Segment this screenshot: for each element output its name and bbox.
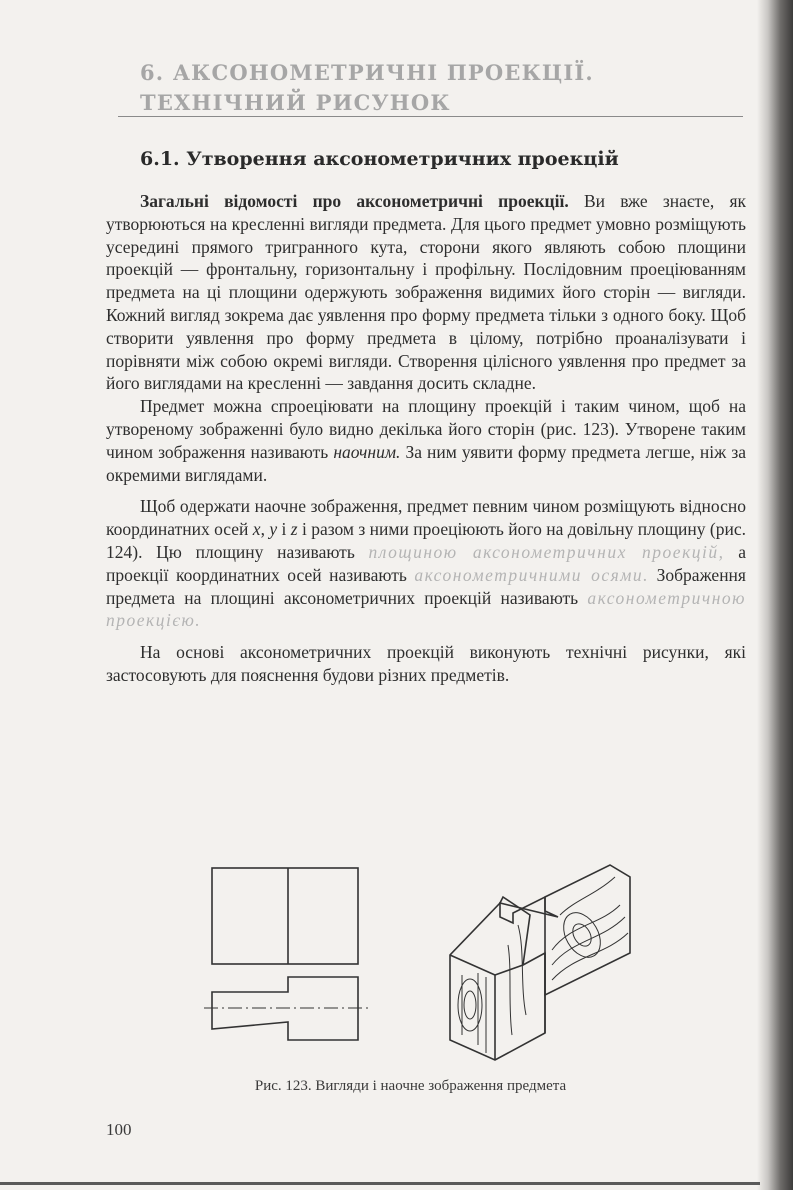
paragraph-3 <box>106 495 746 632</box>
chapter-heading <box>140 58 660 118</box>
front-view <box>212 868 358 964</box>
iso-edge <box>495 965 523 975</box>
chapter-divider <box>118 116 743 117</box>
axis-y-label: y <box>269 519 278 540</box>
iso-edge <box>450 955 495 975</box>
paragraph-lead: Загальні відомості про аксонометричні проекції. <box>140 191 569 211</box>
axis-and: і <box>277 519 291 540</box>
paragraph-3-text-b: і разом з ними проеціюють його на довільну площину (рис. 124). Цю площину називають <box>106 519 747 562</box>
wood-grain <box>518 925 526 1015</box>
term-plane: площиною аксонометричних проекцій, <box>368 541 725 562</box>
paragraph-2-text-a: Предмет можна спроеціювати на площину проекцій і таким чином, щоб на утвореному зображенні було видно декілька його сторін (рис. 123). Утворене таким чином зображення називають <box>106 396 746 462</box>
figure-drawing <box>200 855 660 1075</box>
term-axes: аксонометричними осями. <box>414 564 650 585</box>
page-number: 100 <box>106 1120 132 1139</box>
wood-ring <box>569 921 595 950</box>
bottom-edge-line <box>0 1182 760 1185</box>
wood-grain <box>560 877 615 915</box>
figure-caption: Рис. 123. Вигляди і наочне зображення предмета <box>254 1078 567 1094</box>
axis-sep: , <box>260 519 270 540</box>
paragraph-2 <box>106 395 746 486</box>
paragraph-1 <box>106 190 746 395</box>
page-edge-shadow <box>757 0 793 1190</box>
wood-ring <box>556 906 608 964</box>
isometric-outline <box>450 897 545 1060</box>
chapter-heading-line2: ТЕХНІЧНИЙ РИСУНОК <box>140 90 451 115</box>
section-title: 6.1. Утворення аксонометричних проекцій <box>140 148 619 170</box>
figure-123 <box>200 855 660 1075</box>
term-projection: аксонометричною проекцією. <box>106 587 746 631</box>
paragraph-3-text-a: Щоб одержати наочне зображення, предмет певним чином розміщують відносно координатних осей <box>106 496 746 540</box>
term-naochnym: наочним. <box>333 441 401 462</box>
axis-z-label: z <box>290 519 298 540</box>
axis-x-label: x <box>252 519 261 540</box>
paragraph-3-text-d: Зображення предмета на площині аксонометричних проекцій називають <box>106 564 746 608</box>
chapter-heading-line1: 6. АКСОНОМЕТРИЧНІ ПРОЕКЦІЇ. <box>140 60 594 85</box>
iso-right-face <box>545 865 630 995</box>
wood-ring <box>464 991 476 1019</box>
paragraph-2-text-b: За ним уявити форму предмета легше, ніж за окремими виглядами. <box>106 441 747 485</box>
paragraph-3-text-c: а проекції координатних осей називають <box>106 541 746 585</box>
body-text <box>106 190 746 687</box>
orthographic-views <box>204 868 368 1040</box>
wood-grain <box>508 945 512 1035</box>
paragraph-4: На основі аксонометричних проекцій виконують технічні рисунки, які застосовують для пояснення будови різних предметів. <box>106 642 746 685</box>
paragraph-1-text: Ви вже знаєте, як утворюються на кресленні вигляди предмета. Для цього предмет умовно розміщують усередині прямого тригранного кута, сторони якого являють собою площини проекцій — фронтальну, горизонтальну і профільну. Послідовним проеціюванням предмета на ці площини одержують зображення видимих його сторін — вигляди. Кожний вигляд зокрема дає уявлення про форму предмета тільки з одного боку. Щоб створити уявлення про форму предмета в цілому, потрібно проаналізувати і порівняти між собою окремі вигляди. Створення цілісного уявлення про предмет за його виглядами на кресленні — завдання досить складне. <box>106 191 747 394</box>
isometric-view <box>450 865 630 1060</box>
